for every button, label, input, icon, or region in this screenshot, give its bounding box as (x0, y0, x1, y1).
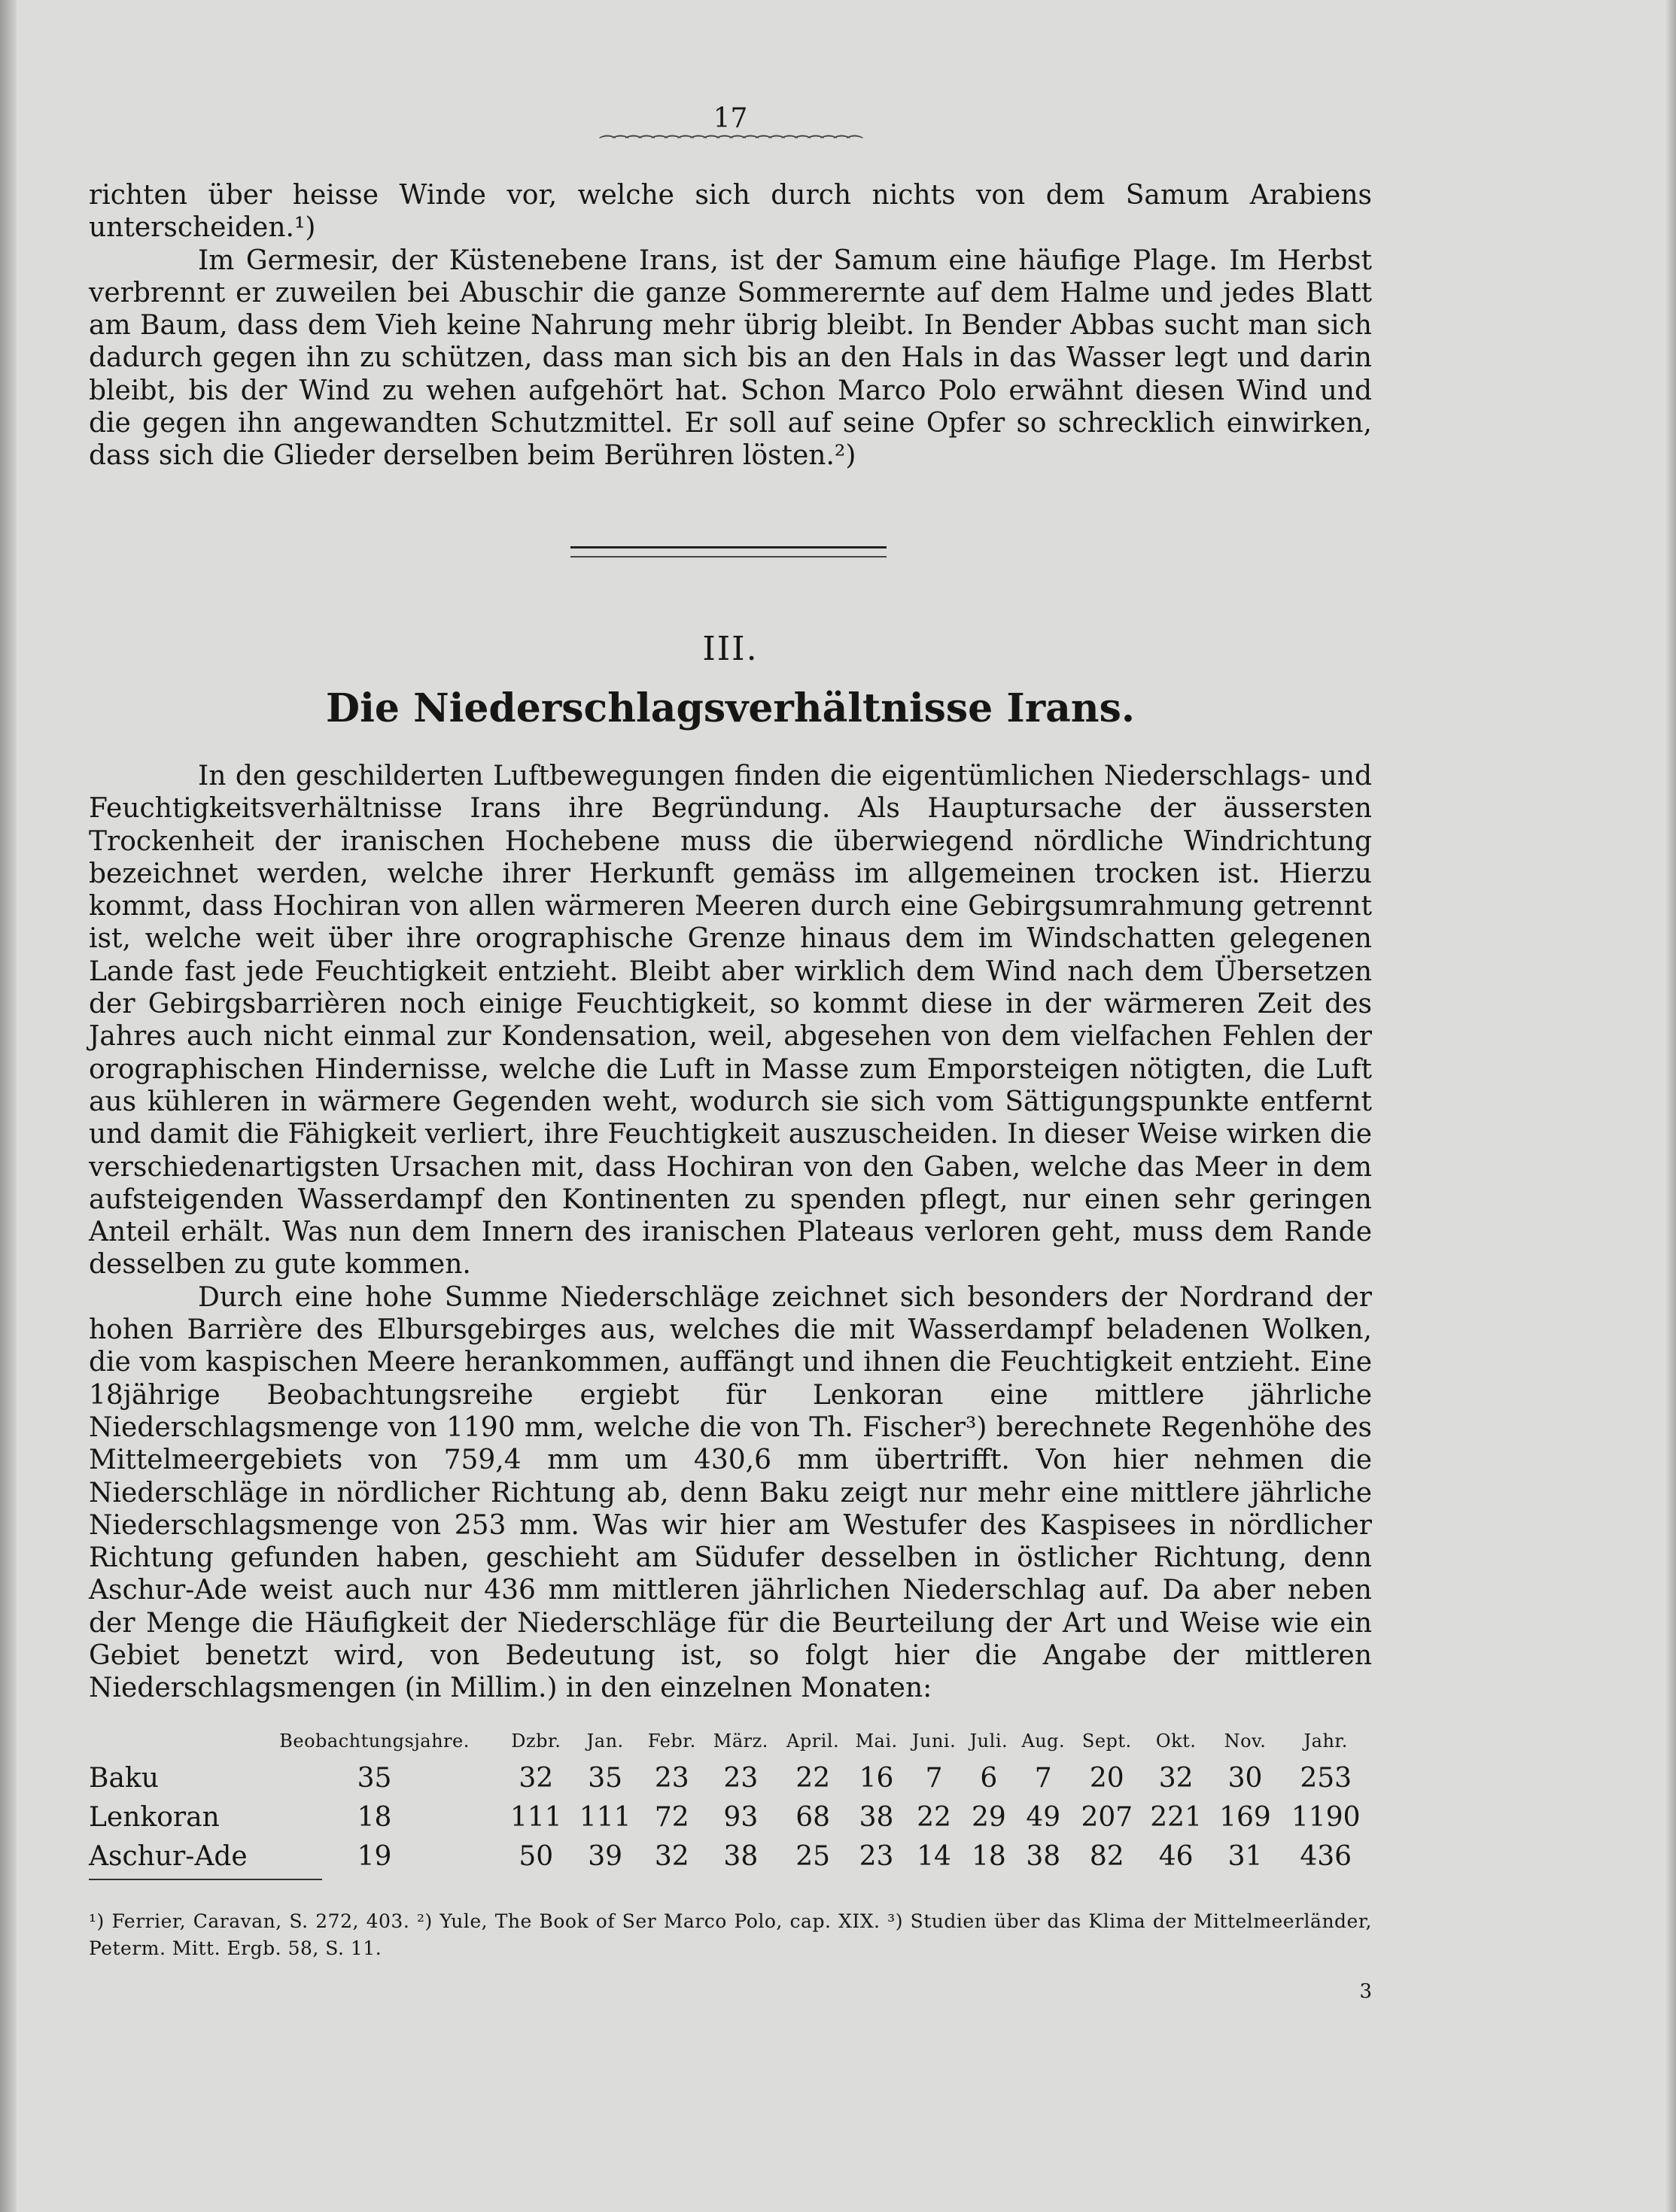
table-cell: 169 (1219, 1802, 1271, 1833)
table-cell: 38 (859, 1802, 894, 1833)
table-cell: 32 (1158, 1763, 1194, 1794)
table-cell: 18 (357, 1802, 392, 1833)
table-cell: 93 (723, 1802, 759, 1833)
table-header-cell: April. (786, 1730, 840, 1752)
table-cell: 23 (723, 1763, 759, 1794)
table-header-cell: Okt. (1155, 1730, 1197, 1752)
table-header-cell: März. (713, 1730, 768, 1752)
table-station-cell: Aschur-Ade (89, 1841, 248, 1872)
table-cell: 46 (1158, 1841, 1194, 1872)
table-header-corner (89, 1730, 248, 1759)
section-divider (570, 546, 887, 558)
section-text (89, 760, 1372, 1705)
section-paragraph-1: In den geschilderten Luftbewegungen finden die eigentümlichen Niederschlags- und Feuchtigkeitsverhältnisse Irans ihre Begründung. Als Hauptursache der äussersten Trockenheit der iranischen Hochebene muss die überwiegend nördliche Windrichtung bezeichnet werden, welche ihrer Herkunft gemäss im allgemeinen trocken ist. Hierzu kommt, dass Hochiran von allen wärmeren Meeren durch eine Gebirgsumrahmung getrennt ist, welche weit über ihre orographische Grenze hinaus dem im Windschatten gelegenen Lande fast jede Feuchtigkeit entzieht. Bleibt aber wirklich dem Wind nach dem Übersetzen der Gebirgsbarrièren noch einige Feuchtigkeit, so kommt diese in der wärmeren Zeit des Jahres auch nicht einmal zur Kondensation, weil, abgesehen von dem vielfachen Fehlen der orographischen Hindernisse, welche die Luft in Masse zum Emporsteigen nötigten, die Luft aus kühleren in wärmere Gegenden weht, wodurch sie sich vom Sättigungspunkte entfernt und damit die Fähigkeit verliert, ihre Feuchtigkeit auszuscheiden. In dieser Weise wirken die verschiedenartigsten Ursachen mit, dass Hochiran von den Gaben, welche das Meer in dem aufsteigenden Wasserdampf den Kontinenten zu spenden pflegt, nur einen sehr geringen Anteil erhält. Was nun dem Innern des iranischen Plateaus verloren geht, muss dem Rande desselben zu gute kommen. (89, 761, 1372, 1281)
footnote-rule (89, 1879, 322, 1880)
scan-edge-right (1665, 0, 1676, 2212)
table-cell: 22 (795, 1763, 830, 1794)
page-number: 17 (713, 103, 748, 134)
intro-paragraph-2: Im Germesir, der Küstenebene Irans, ist der Samum eine häufige Plage. Im Herbst verbrennt er zuweilen bei Abuschir die ganze Sommerernte auf dem Halme und jedes Blatt am Baum, dass dem Vieh keine Nahrung mehr übrig bleibt. In Bender Abbas sucht man sich dadurch gegen ihn zu schützen, dass man sich bis an den Hals in das Wasser legt und darin bleibt, bis der Wind zu wehen aufgehört hat. Schon Marco Polo erwähnt diesen Wind und die gegen ihn angewandten Schutzmittel. Er soll auf seine Opfer so schrecklich einwirken, dass sich die Glieder derselben beim Berühren lösten.²) (89, 245, 1372, 472)
table-row (89, 1837, 1372, 1876)
table-header-row (89, 1730, 1372, 1759)
table-header-cell: Aug. (1021, 1730, 1066, 1752)
table-cell: 18 (971, 1841, 1006, 1872)
table-cell: 1190 (1291, 1802, 1361, 1833)
section-paragraph-2: Durch eine hohe Summe Niederschläge zeichnet sich besonders der Nordrand der hohen Barrière des Elbursgebirges aus, welches die mit Wasserdampf beladenen Wolken, die vom kaspischen Meere herankommen, auffängt und ihnen die Feuchtigkeit entzieht. Eine 18jährige Beobachtungsreihe ergiebt für Lenkoran eine mittlere jährliche Niederschlagsmenge von 1190 mm, welche die von Th. Fischer³) berechnete Regenhöhe des Mittelmeergebiets von 759,4 mm um 430,6 mm übertrifft. Von hier nehmen die Niederschläge in nördlicher Richtung ab, denn Baku zeigt nur mehr eine mittlere jährliche Niederschlagsmenge von 253 mm. Was wir hier am Westufer des Kaspisees in nördlicher Richtung gefunden haben, geschieht am Südufer desselben in östlicher Richtung, denn Aschur-Ade weist auch nur 436 mm mittleren jährlichen Niederschlag auf. Da aber neben der Menge die Häufigkeit der Niederschläge für die Beurteilung der Art und Weise wie ein Gebiet benetzt wird, von Bedeutung ist, so folgt hier die Angabe der mittleren Niederschlagsmengen (in Millim.) in den einzelnen Monaten: (89, 1281, 1372, 1704)
table-cell: 7 (925, 1763, 943, 1794)
table-row (89, 1798, 1372, 1837)
precipitation-table-wrap (89, 1730, 1372, 1876)
section-title: Die Niederschlagsverhältnisse Irans. (326, 685, 1135, 731)
table-cell: 111 (509, 1802, 562, 1833)
intro-text (89, 179, 1372, 472)
table-cell: 16 (859, 1763, 894, 1794)
table-cell: 72 (654, 1802, 689, 1833)
table-station-cell: Baku (89, 1763, 159, 1794)
table-cell: 50 (519, 1841, 554, 1872)
table-header-cell: Jahr. (1303, 1730, 1348, 1752)
table-cell: 6 (980, 1763, 998, 1794)
table-cell: 20 (1089, 1763, 1124, 1794)
table-station-cell: Lenkoran (89, 1802, 220, 1833)
table-cell: 30 (1227, 1763, 1263, 1794)
table-cell: 38 (723, 1841, 759, 1872)
table-header-cell: Mai. (855, 1730, 898, 1752)
table-cell: 38 (1026, 1841, 1061, 1872)
table-header-cell: Juni. (911, 1730, 957, 1752)
scan-edge-left (0, 0, 17, 2212)
table-header-cell: Febr. (647, 1730, 696, 1752)
table-cell: 35 (588, 1763, 623, 1794)
table-cell: 436 (1300, 1841, 1352, 1872)
table-header-cell: Dzbr. (511, 1730, 561, 1752)
table-header-cell: Jan. (586, 1730, 624, 1752)
table-cell: 31 (1227, 1841, 1263, 1872)
intro-paragraph-1: richten über heisse Winde vor, welche sich durch nichts von dem Samum Arabiens unterscheiden.¹) (89, 180, 1372, 244)
table-cell: 7 (1034, 1763, 1052, 1794)
table-header-cell: Juli. (969, 1730, 1008, 1752)
table-cell: 207 (1081, 1802, 1133, 1833)
table-cell: 49 (1026, 1802, 1061, 1833)
table-header-cell: Sept. (1081, 1730, 1132, 1752)
table-cell: 39 (588, 1841, 623, 1872)
table-cell: 82 (1089, 1841, 1124, 1872)
table-cell: 29 (971, 1802, 1006, 1833)
table-cell: 68 (795, 1802, 830, 1833)
precipitation-table (89, 1730, 1372, 1876)
table-header-cell: Beobachtungsjahre. (279, 1730, 470, 1752)
table-cell: 22 (917, 1802, 951, 1833)
table-cell: 32 (654, 1841, 689, 1872)
table-cell: 32 (519, 1763, 554, 1794)
table-cell: 25 (795, 1841, 830, 1872)
table-cell: 111 (579, 1802, 631, 1833)
table-cell: 35 (357, 1763, 392, 1794)
table-cell: 14 (917, 1841, 951, 1872)
table-cell: 221 (1150, 1802, 1202, 1833)
table-cell: 23 (654, 1763, 689, 1794)
section-numeral: III. (702, 630, 759, 668)
table-cell: 19 (357, 1841, 392, 1872)
page-number-ornament: ⁀⁀⁀⁀⁀⁀⁀⁀⁀⁀⁀⁀⁀⁀⁀⁀⁀⁀⁀⁀ (600, 135, 861, 156)
table-cell: 253 (1300, 1763, 1352, 1794)
table-row (89, 1759, 1372, 1798)
footnotes: ¹) Ferrier, Caravan, S. 272, 403. ²) Yule, The Book of Ser Marco Polo, cap. XIX. ³) Studien über das Klima der Mittelmeerländer, Peterm. Mitt. Ergb. 58, S. 11. (89, 1910, 1372, 1959)
printer-signature: 3 (1359, 1980, 1372, 2003)
table-header-cell: Nov. (1224, 1730, 1267, 1752)
table-cell: 23 (859, 1841, 894, 1872)
